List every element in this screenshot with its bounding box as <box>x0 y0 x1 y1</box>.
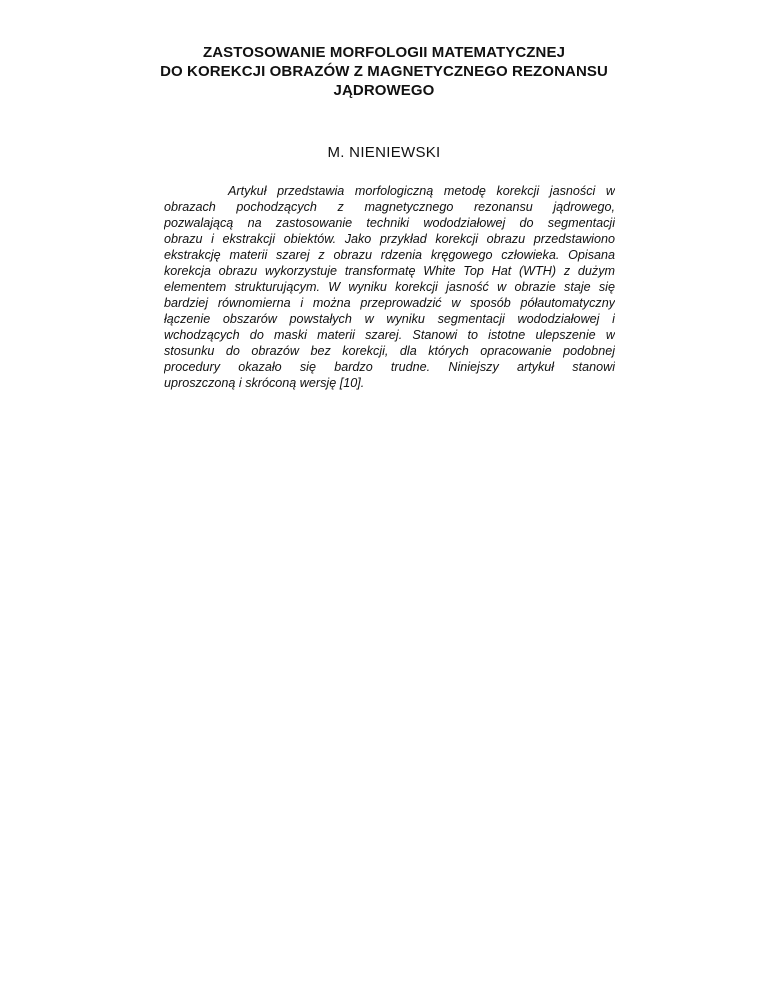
paper-title <box>130 43 638 100</box>
abstract-line: elementem strukturującym. W wyniku korekcji jasność w obrazie staje się <box>164 280 615 294</box>
abstract-line: korekcja obrazu wykorzystuje transformatę White Top Hat (WTH) z dużym <box>164 264 615 278</box>
abstract-line: stosunku do obrazów bez korekcji, dla których opracowanie podobnej <box>164 344 615 358</box>
abstract-line: procedury okazało się bardzo trudne. Niniejszy artykuł stanowi <box>164 360 615 374</box>
abstract-line: Artykuł przedstawia morfologiczną metodę korekcji jasności w <box>228 184 615 198</box>
abstract-line: pozwalającą na zastosowanie techniki wododziałowej do segmentacji <box>164 216 615 230</box>
abstract-line: uproszczoną i skróconą wersję [10]. <box>164 376 365 390</box>
abstract-line: obrazu i ekstrakcji obiektów. Jako przykład korekcji obrazu przedstawiono <box>164 232 615 246</box>
abstract-line: bardziej równomierna i można przeprowadzić w sposób półautomatyczny <box>164 296 615 310</box>
title-line-3: JĄDROWEGO <box>333 82 435 99</box>
abstract-line: wchodzących do maski materii szarej. Stanowi to istotne ulepszenie w <box>164 328 615 342</box>
abstract <box>164 183 615 391</box>
abstract-line: łączenie obszarów powstałych w wyniku segmentacji wododziałowej i <box>164 312 615 326</box>
title-line-1: ZASTOSOWANIE MORFOLOGII MATEMATYCZNEJ <box>202 44 566 61</box>
author-name: M. NIENIEWSKI <box>327 144 441 161</box>
title-line-2: DO KOREKCJI OBRAZÓW Z MAGNETYCZNEGO REZONANSU <box>160 63 608 80</box>
abstract-line: ekstrakcję materii szarej z obrazu rdzenia kręgowego człowieka. Opisana <box>164 248 615 262</box>
abstract-line: obrazach pochodzących z magnetycznego rezonansu jądrowego, <box>164 200 615 214</box>
